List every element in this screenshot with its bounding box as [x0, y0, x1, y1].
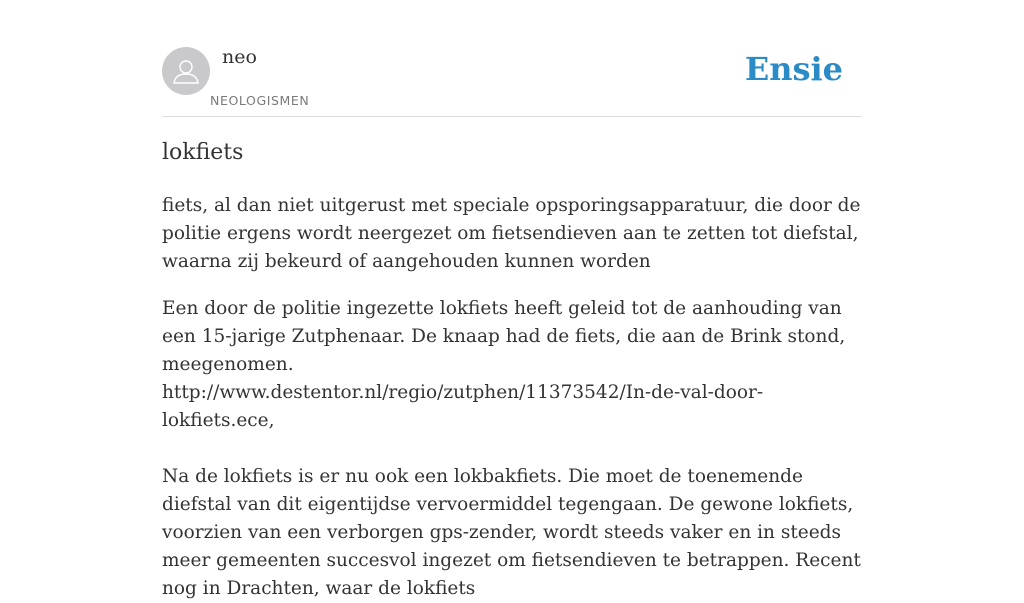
entry-header — [162, 40, 862, 117]
entry-example: Een door de politie ingezette lokfiets heeft geleid tot de aanhouding van een 15-jarige Zutphenaar. De knaap had de fiets, die aan de Brink stond, meegenomen. http://www.destentor.nl/regio/zutphen/11373542/In-de-val-door-lokfiets.ece, Na de lokfiets is er nu ook een lokbakfiets. Die moet de toenemende diefstal van dit eigentijdse vervoermiddel tegengaan. De gewone lokfiets, voorzien van een verborgen gps-zender, wordt steeds vaker en in steeds meer gemeenten succesvol ingezet om fietsendieven te betrappen. Recent nog in Drachten, waar de lokfiets — [162, 298, 861, 599]
avatar[interactable] — [162, 47, 210, 95]
entry-title: lokfiets — [162, 140, 244, 165]
category-label[interactable]: NEOLOGISMEN — [210, 93, 310, 108]
user-silhouette-icon — [162, 47, 210, 95]
entry-definition: fiets, al dan niet uitgerust met speciale opsporingsapparatuur, die door de politie ergens wordt neergezet om fietsendieven aan te zetten tot diefstal, waarna zij bekeurd of aangehouden kunnen worden — [162, 195, 861, 272]
brand-logo[interactable]: Ensie — [744, 50, 843, 88]
author-name[interactable]: neo — [222, 46, 257, 68]
